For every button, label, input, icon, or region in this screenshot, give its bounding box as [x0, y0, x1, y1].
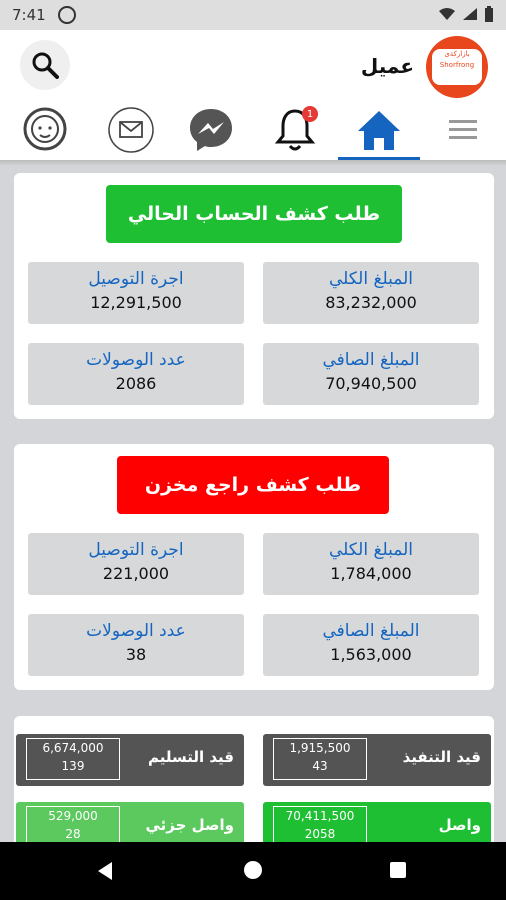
request-current-statement-button[interactable]: طلب كشف الحساب الحالي	[106, 185, 402, 243]
support-agent-icon	[20, 105, 70, 155]
stat-value: 83,232,000	[325, 293, 417, 312]
page-title: عميل	[360, 54, 414, 78]
stat-value: 1,784,000	[330, 564, 412, 583]
status-amount: 6,674,000	[42, 741, 104, 755]
recent-apps-icon[interactable]	[390, 862, 406, 878]
stat-label: عدد الوصولات	[86, 621, 186, 641]
home-circle-icon[interactable]	[244, 861, 262, 879]
status-label: قيد التنفيذ	[402, 748, 481, 766]
status-count: 28	[65, 827, 81, 841]
stat-value: 2086	[115, 374, 157, 393]
status-bar	[0, 0, 506, 30]
wifi-icon	[438, 7, 456, 21]
tab-mail[interactable]	[96, 104, 166, 156]
home-icon	[355, 108, 403, 152]
tab-bar	[0, 104, 506, 160]
logo-text: بازاركةى Shorfrong	[432, 49, 482, 85]
stat-value: 12,291,500	[90, 293, 182, 312]
receipts-count-stat	[28, 614, 244, 676]
tab-home[interactable]	[344, 104, 414, 156]
request-return-statement-button[interactable]: طلب كشف راجع مخزن	[117, 456, 389, 514]
status-count: 43	[312, 759, 328, 773]
mail-icon	[107, 106, 155, 154]
company-logo	[426, 36, 488, 98]
tab-messenger[interactable]	[176, 104, 246, 156]
stat-value: 221,000	[102, 564, 170, 583]
tab-menu[interactable]	[428, 104, 498, 156]
hamburger-menu-icon	[447, 118, 479, 142]
app-header	[0, 30, 506, 160]
stat-value: 1,563,000	[330, 645, 412, 664]
search-button[interactable]	[20, 40, 70, 90]
total-amount-stat	[263, 533, 479, 595]
stat-label: المبلغ الصافي	[322, 350, 420, 370]
status-figures	[273, 738, 367, 780]
total-amount-stat	[263, 262, 479, 324]
stat-label: المبلغ الكلي	[328, 540, 414, 560]
system-navigation-bar	[0, 842, 506, 900]
status-label: واصل جزئي	[145, 816, 234, 834]
current-account-card	[14, 173, 494, 419]
tab-support[interactable]	[10, 104, 80, 156]
stat-label: اجرة التوصيل	[88, 540, 184, 560]
signal-icon	[462, 7, 478, 21]
notification-badge: 1	[302, 106, 318, 122]
status-time: 7:41	[12, 6, 46, 24]
status-icons	[438, 6, 494, 22]
stat-value: 38	[125, 645, 147, 664]
stat-label: عدد الوصولات	[86, 350, 186, 370]
stat-value: 70,940,500	[325, 374, 417, 393]
back-icon[interactable]	[98, 862, 112, 880]
status-count: 2058	[304, 827, 336, 841]
messenger-icon	[187, 106, 235, 154]
status-label: قيد التسليم	[147, 748, 234, 766]
order-status-card	[14, 716, 494, 856]
stat-label: اجرة التوصيل	[88, 269, 184, 289]
sync-icon	[58, 6, 76, 24]
net-amount-stat	[263, 614, 479, 676]
delivery-fee-stat	[28, 262, 244, 324]
status-tile-delivering[interactable]	[16, 734, 244, 786]
delivery-fee-stat	[28, 533, 244, 595]
search-icon	[31, 51, 59, 79]
tab-notifications[interactable]	[260, 104, 330, 156]
status-label: واصل	[438, 816, 481, 834]
status-amount: 529,000	[48, 809, 98, 823]
status-figures	[26, 738, 120, 780]
return-warehouse-card	[14, 444, 494, 690]
stat-label: المبلغ الصافي	[322, 621, 420, 641]
battery-icon	[484, 6, 494, 22]
receipts-count-stat	[28, 343, 244, 405]
status-amount: 70,411,500	[285, 809, 355, 823]
status-count: 139	[61, 759, 85, 773]
header-shadow	[0, 160, 506, 166]
net-amount-stat	[263, 343, 479, 405]
status-tile-processing[interactable]	[263, 734, 491, 786]
status-amount: 1,915,500	[289, 741, 351, 755]
stat-label: المبلغ الكلي	[328, 269, 414, 289]
